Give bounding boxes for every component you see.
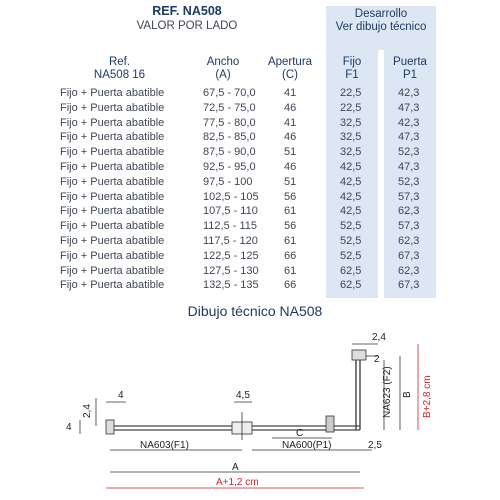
cell-fijo: 42,5 [340, 175, 362, 188]
table-row [0, 160, 500, 175]
dim-na603: NA603(F1) [140, 440, 189, 451]
drawing-title: Dibujo técnico NA508 [187, 303, 323, 319]
dim-a-plus: A+1,2 cm [216, 477, 259, 488]
table-row [0, 234, 500, 249]
ref-header-line1: Ref. [108, 56, 131, 68]
cell-puerta: 57,3 [398, 220, 420, 233]
cell-ancho: 67,5 - 70,0 [203, 87, 256, 99]
cell-ancho: 102,5 - 105 [203, 190, 259, 203]
cell-puerta: 52,3 [398, 146, 420, 159]
cell-puerta: 67,3 [398, 279, 420, 292]
cell-apertura: 56 [284, 220, 297, 233]
cell-apertura: 56 [284, 190, 297, 203]
cell-ancho: 87,5 - 90,0 [203, 146, 256, 159]
dim-left-24: 2,4 [82, 404, 93, 418]
table-row [0, 204, 500, 219]
cell-ancho: 82,5 - 85,0 [203, 131, 256, 144]
dim-right-small: 2 [374, 354, 380, 365]
cell-puerta: 52,3 [398, 175, 420, 188]
cell-puerta: 42,3 [398, 116, 420, 129]
table-row [0, 145, 500, 160]
table-row [0, 190, 500, 205]
cell-fijo: 42,5 [340, 205, 362, 218]
cell-fijo: 52,5 [340, 234, 362, 247]
cell-apertura: 66 [284, 279, 297, 292]
cell-apertura: 61 [284, 264, 297, 277]
cell-ancho: 97,5 - 100 [203, 175, 253, 188]
table-row [0, 278, 500, 293]
cell-fijo: 42,5 [340, 190, 362, 203]
cell-ancho: 132,5 - 135 [203, 279, 259, 292]
cell-fijo: 22,5 [340, 101, 362, 114]
cell-apertura: 61 [284, 205, 297, 218]
cell-fijo: 52,5 [340, 220, 362, 233]
technical-drawing [0, 322, 500, 500]
cell-ancho: 107,5 - 110 [203, 205, 258, 218]
cell-puerta: 47,3 [398, 131, 420, 144]
puerta-header-line2: P1 [402, 69, 418, 81]
cell-ancho: 92,5 - 95,0 [203, 160, 256, 173]
cell-fijo: 62,5 [340, 279, 362, 292]
cell-ref: Fijo + Puerta abatible [60, 146, 165, 159]
table-row [0, 101, 500, 116]
header-subtitle: VALOR POR LADO [136, 20, 238, 32]
dim-a: A [232, 462, 239, 473]
cell-fijo: 62,5 [340, 264, 362, 277]
cell-puerta: 67,3 [398, 249, 420, 262]
cell-fijo: 52,5 [340, 249, 362, 262]
table-row [0, 116, 500, 131]
desarrollo-heading [326, 8, 436, 34]
cell-apertura: 46 [284, 160, 297, 173]
ancho-header-line1: Ancho [206, 56, 240, 68]
dim-c: C [296, 428, 304, 439]
dim-na623: NA623 (F2) [382, 366, 393, 418]
fijo-header-line2: F1 [345, 69, 359, 81]
cell-ancho: 72,5 - 75,0 [203, 101, 256, 114]
cell-puerta: 57,3 [398, 190, 420, 203]
cell-fijo: 22,5 [340, 87, 362, 99]
dim-25: 2,5 [368, 440, 382, 451]
cell-puerta: 47,3 [398, 160, 420, 173]
table-row [0, 249, 500, 264]
cell-fijo: 32,5 [340, 116, 362, 129]
cell-ref: Fijo + Puerta abatible [60, 116, 165, 129]
ref-header-line2: NA508 16 [93, 69, 146, 81]
cell-puerta: 42,3 [398, 87, 420, 99]
dim-na600: NA600(P1) [282, 440, 332, 451]
ancho-header-line2: (A) [215, 69, 231, 81]
table-row [0, 130, 500, 145]
cell-ref: Fijo + Puerta abatible [60, 220, 165, 233]
table-row [0, 219, 500, 234]
cell-apertura: 61 [284, 234, 297, 247]
table-body [0, 86, 500, 293]
cell-ancho: 127,5 - 130 [203, 264, 259, 277]
cell-apertura: 41 [284, 116, 297, 129]
cell-ref: Fijo + Puerta abatible [60, 249, 165, 262]
dim-top-right: 2,4 [372, 332, 386, 343]
cell-puerta: 62,3 [398, 264, 420, 277]
cell-ref: Fijo + Puerta abatible [60, 279, 165, 292]
apertura-header-line1: Apertura [267, 56, 313, 68]
desarrollo-line1: Desarrollo [354, 8, 408, 20]
cell-ref: Fijo + Puerta abatible [60, 264, 165, 277]
cell-apertura: 46 [284, 101, 297, 114]
cell-fijo: 32,5 [340, 146, 362, 159]
puerta-header-line1: Puerta [393, 56, 427, 68]
cell-ref: Fijo + Puerta abatible [60, 234, 165, 247]
cell-apertura: 51 [284, 175, 297, 188]
cell-apertura: 66 [284, 249, 297, 262]
cell-puerta: 62,3 [398, 234, 420, 247]
cell-ref: Fijo + Puerta abatible [60, 87, 165, 99]
table-row [0, 86, 500, 101]
cell-apertura: 51 [284, 146, 297, 159]
apertura-header-line2: (C) [282, 69, 298, 81]
cell-ancho: 77,5 - 80,0 [203, 116, 256, 129]
column-header-puerta [384, 56, 436, 82]
cell-ref: Fijo + Puerta abatible [60, 131, 165, 144]
left-profile [106, 420, 114, 434]
dim-b-plus: B+2,8 cm [422, 375, 433, 418]
cell-apertura: 41 [284, 87, 297, 99]
column-header-fijo [326, 56, 378, 82]
fijo-header-line1: Fijo [342, 56, 362, 68]
dim-b: B [402, 391, 413, 398]
dim-left-4-side: 4 [66, 422, 72, 433]
cell-ref: Fijo + Puerta abatible [60, 175, 165, 188]
cell-ancho: 122,5 - 125 [203, 249, 259, 262]
cell-fijo: 32,5 [340, 131, 362, 144]
hinge-block [326, 416, 334, 432]
cell-ancho: 117,5 - 120 [203, 234, 258, 247]
table-row [0, 264, 500, 279]
cell-fijo: 42,5 [340, 160, 362, 173]
cell-puerta: 62,3 [398, 205, 420, 218]
dim-45: 4,5 [236, 390, 250, 401]
cell-ref: Fijo + Puerta abatible [60, 190, 165, 203]
column-header-ref [57, 56, 182, 82]
top-profile [352, 350, 366, 360]
table-row [0, 175, 500, 190]
desarrollo-line2: Ver dibujo técnico [335, 21, 427, 33]
cell-ref: Fijo + Puerta abatible [60, 205, 165, 218]
cell-ancho: 112,5 - 115 [203, 220, 258, 233]
header-ref: REF. NA508 [152, 4, 222, 18]
column-header-ancho [188, 56, 258, 82]
cell-ref: Fijo + Puerta abatible [60, 160, 165, 173]
cell-ref: Fijo + Puerta abatible [60, 101, 165, 114]
cell-puerta: 47,3 [398, 101, 420, 114]
cell-apertura: 46 [284, 131, 297, 144]
dim-left-4-top: 4 [118, 390, 124, 401]
column-header-apertura [255, 56, 325, 82]
